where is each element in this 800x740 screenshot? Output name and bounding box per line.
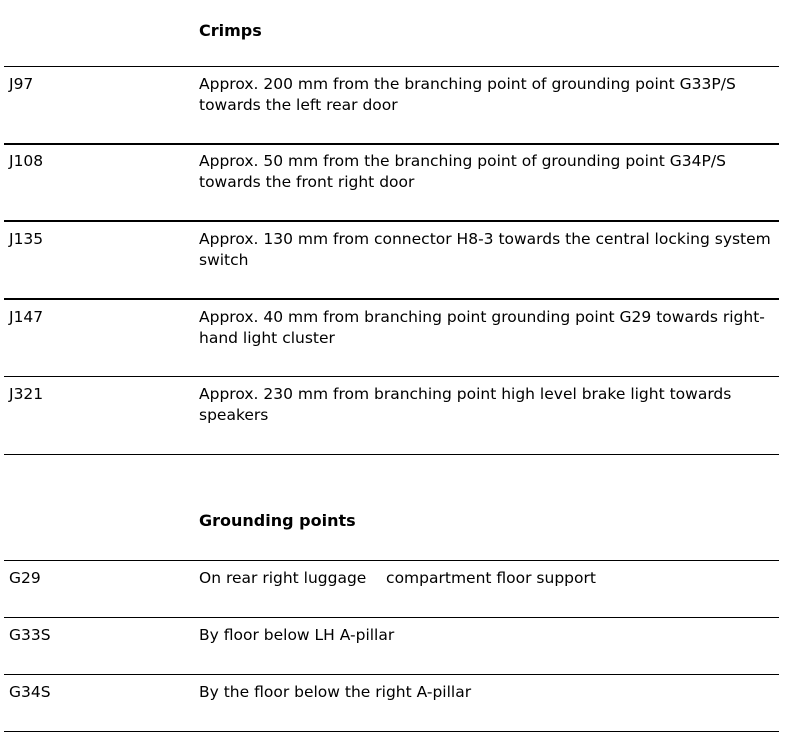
grounding-code: G29 <box>9 569 41 587</box>
crimp-code: J108 <box>9 152 44 170</box>
grounding-description: By the floor below the right A-pillar <box>199 683 472 701</box>
row-divider <box>4 376 779 377</box>
row-divider <box>4 143 779 145</box>
crimp-description: Approx. 200 mm from the branching point of grounding point G33P/S towards the left rear door <box>199 75 741 114</box>
crimps-header-rule <box>4 66 779 67</box>
grounding-description: On rear right luggage compartment floor support <box>199 569 596 587</box>
crimps-heading: Crimps <box>199 21 262 40</box>
crimp-code: J135 <box>9 230 44 248</box>
row-divider <box>4 674 779 675</box>
section-bottom-rule <box>4 731 779 732</box>
crimp-description: Approx. 230 mm from branching point high level brake light towards speakers <box>199 385 737 424</box>
grounding-heading: Grounding points <box>199 511 356 530</box>
grounding-code: G34S <box>9 683 51 701</box>
crimp-description: Approx. 50 mm from the branching point of grounding point G34P/S towards the front right door <box>199 152 731 191</box>
crimp-description: Approx. 130 mm from connector H8-3 towards the central locking system switch <box>199 230 776 269</box>
row-divider <box>4 220 779 222</box>
crimp-code: J97 <box>9 75 34 93</box>
row-divider <box>4 617 779 618</box>
grounding-code: G33S <box>9 626 51 644</box>
grounding-description: By floor below LH A-pillar <box>199 626 395 644</box>
crimp-description: Approx. 40 mm from branching point grounding point G29 towards right-hand light cluster <box>199 308 765 347</box>
crimp-code: J147 <box>9 308 44 326</box>
crimp-code: J321 <box>9 385 44 403</box>
section-bottom-rule <box>4 454 779 455</box>
row-divider <box>4 298 779 300</box>
grounding-header-rule <box>4 560 779 561</box>
